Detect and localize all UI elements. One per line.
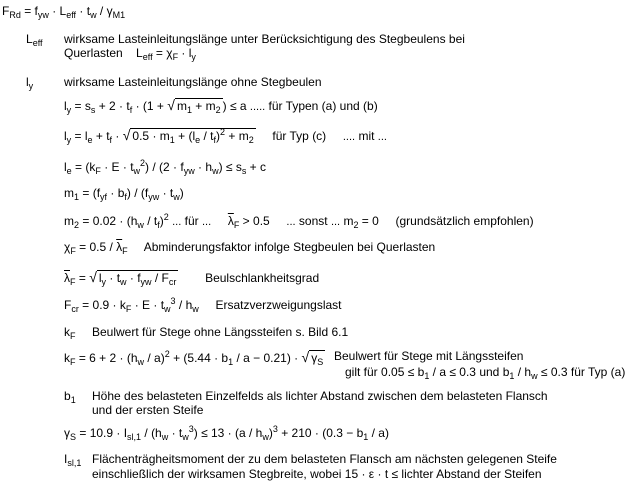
formula-m2: $m_2 = 0.02 \cdot (h_w / t_f)^2$ ... für ... $\overline{\lambda}_F > 0.5$ ... sonst ... $m_2 = 0$ (grundsätzlich empfohlen) xyxy=(64,212,534,230)
formula-chi: $\chi_F = 0.5 / \overline{\lambda}_F$ Abminderungsfaktor infolge Stegbeulen bei Querlasten xyxy=(64,240,436,256)
lambda-desc: Beulschlankheitsgrad xyxy=(205,271,320,285)
kf2-und: und xyxy=(479,365,500,379)
leff-desc-2 xyxy=(64,46,196,60)
formula-lambda-cond: $\overline{\lambda}_F > 0.5$ xyxy=(227,214,270,230)
m2-sonst: sonst xyxy=(298,214,328,228)
symbol-b1: $b_1$ xyxy=(64,389,76,405)
leff-desc-2-text: Querlasten xyxy=(64,46,123,60)
kf2-gilt: gilt für xyxy=(345,365,378,379)
ly-ab-dots: ..... xyxy=(249,101,266,113)
ly-ab-note: für Typen (a) und (b) xyxy=(268,99,378,113)
kf2-typ: für Typ (a) xyxy=(570,365,626,379)
kf2-desc: Beulwert für Stege mit Längssteifen xyxy=(334,349,524,363)
ly-c-note: für Typ (c) xyxy=(272,129,327,143)
symbol-isl: $I_{sl,1}$ xyxy=(64,452,82,468)
formula-kf: $k_F = 6 + 2 \cdot (h_w / a)^2 + (5.44 \cdot b_1 / a - 0.21)$ · √ $\gamma_S$ xyxy=(64,349,324,367)
symbol-leff: $L_{eff}$ xyxy=(26,32,43,48)
formula-ly-ab: $l_y = s_s + 2 \cdot t_f \cdot (1$ + √ $m_1 + m_2$ ) ≤ a ..... für Typen (a) und (b) xyxy=(64,97,378,115)
b1-desc-1: Höhe des belasteten Einzelfelds als lichter Abstand zwischen dem belasteten Flansch xyxy=(92,389,548,403)
kf-desc: Beulwert für Stege ohne Längssteifen s. Bild 6.1 xyxy=(92,325,349,339)
formula-le: $l_e = (k_F \cdot E \cdot t_w^2) / (2 \cdot f_{yw} \cdot h_w) \le s_s + c$ xyxy=(64,158,266,176)
formula-m2-sonst: $m_2 = 0$ xyxy=(343,214,379,230)
ly-desc: wirksame Lasteinleitungslänge ohne Stegbeulen xyxy=(64,75,322,89)
formula-fcr: $F_{cr} = 0.9 \cdot k_F \cdot E \cdot t_w^3 / h_w$ Ersatzverzweigungslast xyxy=(64,296,342,314)
formula-m1: $m_1 = (f_{yf} \cdot b_f) / (f_{yw} \cdot t_w)$ xyxy=(64,186,184,202)
m2-dots-2: ... xyxy=(201,216,212,228)
isl-desc-1: Flächenträgheitsmoment der zu dem belasteten Flansch am nächsten gelegenen Steife xyxy=(92,452,557,466)
symbol-kf: $k_F$ xyxy=(64,325,76,341)
b1-desc-2: und der ersten Steife xyxy=(92,403,204,417)
formula-ly-c: $l_y = l_e + t_f$ · √ $0.5 \cdot m_1 + (l_e / t_f)^2 + m_2$ für Typ (c) .... mit ... xyxy=(64,127,387,145)
m2-fuer: für xyxy=(184,214,199,228)
formula-cond3: 15 · ε · t ≤ xyxy=(344,467,399,481)
m2-dots-1: ... xyxy=(172,216,182,228)
formula-lambda: $\overline{\lambda}_F$ = √ $l_y \cdot t_w \cdot f_{yw} / F_{cr}$ Beulschlankheitsgrad xyxy=(64,269,320,287)
isl-desc-2 xyxy=(92,467,542,481)
kf2-cond xyxy=(345,365,625,379)
leff-desc-1: wirksame Lasteinleitungslänge unter Berücksichtigung des Stegbeulens bei xyxy=(64,32,465,46)
formula-cond2: $b_1 / h_w \le 0.3$ xyxy=(502,365,568,381)
ly-c-dots: .... xyxy=(342,131,356,143)
formula-frd: $F_{Rd} = f_{yw} \cdot L_{eff} \cdot t_w / \gamma_{M1}$ xyxy=(2,4,126,20)
isl-desc-2a: einschließlich der wirksamen Stegbreite, wobei xyxy=(92,467,342,481)
formula-gamma: $\gamma_S = 10.9 \cdot I_{sl,1} / (h_w \cdot t_w^3) \le 13 \cdot (a / h_w)^3 + 210 \cdot (0.3 - b_1 / a)$ xyxy=(64,424,389,442)
fcr-desc: Ersatzverzweigungslast xyxy=(215,298,342,312)
formula-leff: $L_{eff} = \chi_F \cdot l_y$ xyxy=(136,46,196,62)
m2-note: (grundsätzlich empfohlen) xyxy=(395,214,534,228)
symbol-ly: $l_y$ xyxy=(26,75,34,91)
chi-desc: Abminderungsfaktor infolge Stegbeulen bei Querlasten xyxy=(143,240,436,254)
ly-c-mit: mit xyxy=(358,129,375,143)
formula-cond1: $0.05 \le b_1 / a \le 0.3$ xyxy=(381,365,476,381)
isl-desc-2b: lichter Abstand der Steifen xyxy=(401,467,542,481)
m2-dots-3: ... xyxy=(286,216,296,228)
